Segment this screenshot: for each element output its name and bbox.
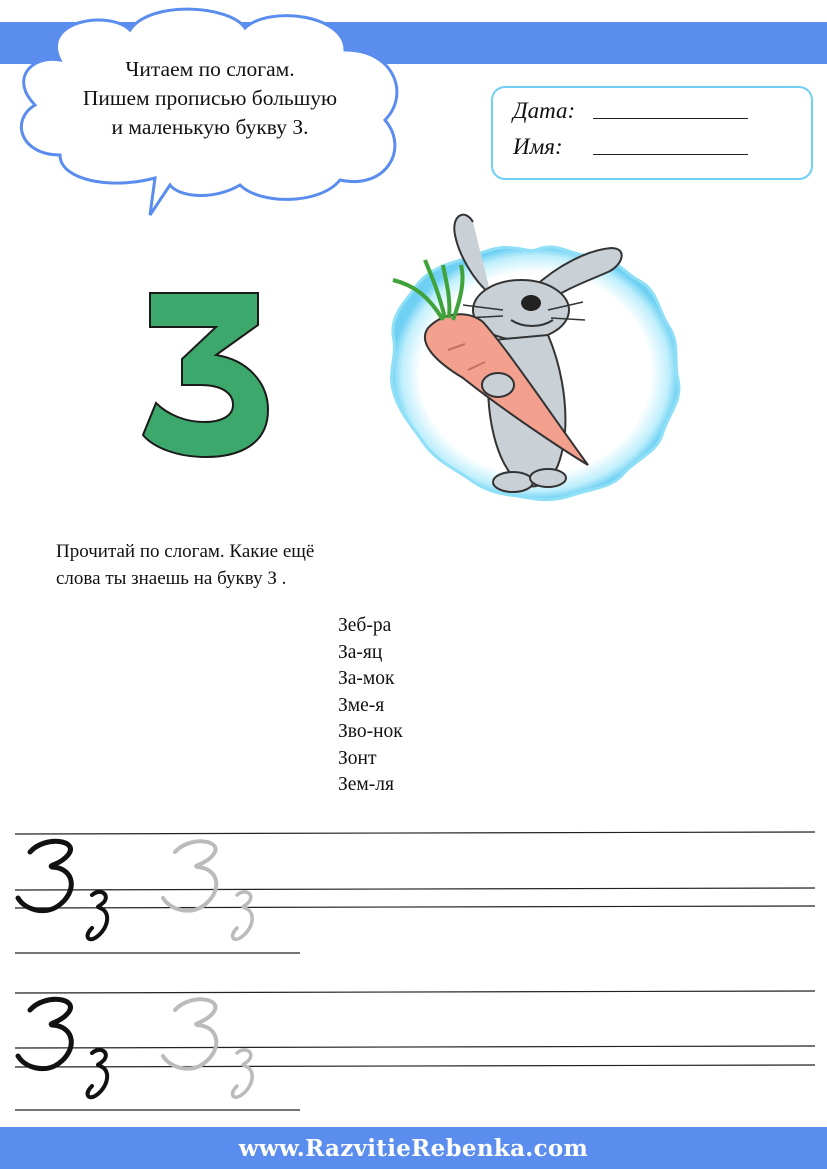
name-label: Имя: [513,134,563,159]
site-link[interactable]: www.RazvitieRebenka.com [238,1134,589,1162]
word-item: Зме-я [338,694,385,716]
cloud-line: и маленькую букву З. [111,115,309,139]
word-item: Зем-ля [338,774,394,795]
handwriting-practice [0,810,827,1120]
name-field[interactable] [593,154,748,155]
date-name-box [491,86,813,180]
instruction [56,538,314,592]
date-row [513,98,575,124]
cloud-line: Пишем прописью большую [82,86,338,110]
cloud-text [40,55,380,142]
word-item: Зво-нок [338,721,403,742]
instruction-line: слова ты знаешь на букву З . [56,568,287,589]
date-field[interactable] [593,118,748,119]
hare-illustration [373,210,698,510]
date-label: Дата: [513,98,576,123]
word-list [338,613,403,799]
word-item: Зеб-ра [338,615,392,636]
word-item: За-мок [338,668,395,689]
word-item: За-яц [338,641,383,663]
practice-row-2 [15,991,815,1110]
name-row [513,134,563,160]
practice-row-1 [15,832,815,953]
bottom-banner [0,1127,827,1169]
big-letter-ze [138,285,278,460]
word-item: Зонт [338,747,377,769]
instruction-line: Прочитай по слогам. Какие ещё [56,541,315,562]
cloud-line: Читаем по слогам. [125,57,295,81]
